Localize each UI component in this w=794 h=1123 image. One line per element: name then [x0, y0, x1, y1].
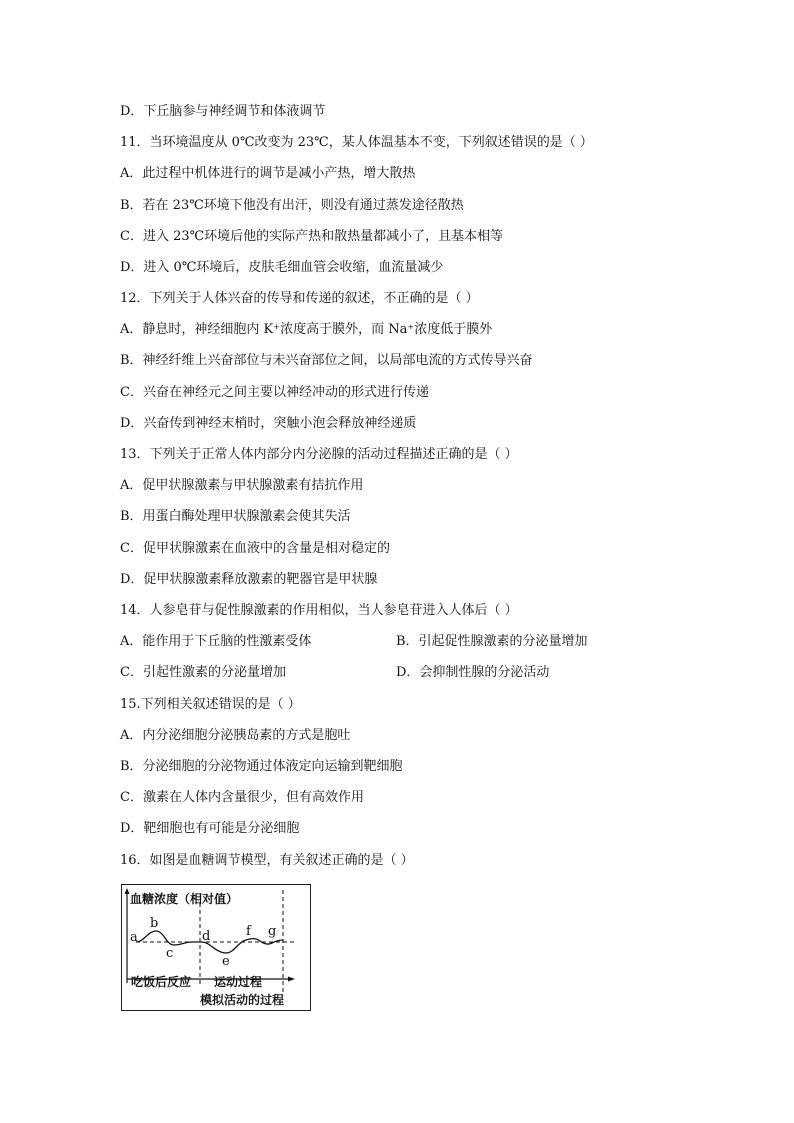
- q15-option-d: D．靶细胞也有可能是分泌细胞: [120, 821, 300, 836]
- blood-glucose-model-figure: [121, 884, 311, 1011]
- q12-option-b: B．神经纤维上兴奋部位与未兴奋部位之间，以局部电流的方式传导兴奋: [120, 353, 533, 368]
- q14-option-d: D．会抑制性腺的分泌活动: [396, 665, 550, 680]
- point-f: f: [246, 924, 251, 939]
- q11-option-d: D．进入 0℃环境后，皮肤毛细血管会收缩，血流量减少: [120, 260, 444, 275]
- q11-option-b: B．若在 23℃环境下他没有出汗，则没有通过蒸发途径散热: [120, 198, 464, 213]
- q13-option-c: C．促甲状腺激素在血液中的含量是相对稳定的: [120, 541, 390, 556]
- q15-option-b: B．分泌细胞的分泌物通过体液定向运输到靶细胞: [120, 759, 403, 774]
- question-14: 14．人参皂苷与促性腺激素的作用相似，当人参皂苷进入人体后（ ）: [120, 603, 518, 618]
- q14-option-b: B．引起促性腺激素的分泌量增加: [396, 634, 588, 649]
- point-c: c: [166, 946, 174, 961]
- q11-option-a: A．此过程中机体进行的调节是减小产热，增大散热: [120, 166, 416, 181]
- q13-option-a: A．促甲状腺激素与甲状腺激素有拮抗作用: [120, 478, 364, 493]
- y-axis-label: 血糖浓度（相对值）: [130, 892, 239, 906]
- q15-option-c: C．激素在人体内含量很少，但有高效作用: [120, 790, 364, 805]
- question-13: 13．下列关于正常人体内部分内分泌腺的活动过程描述正确的是（ ）: [120, 447, 518, 462]
- point-e: e: [222, 954, 230, 969]
- figure-caption: 模拟活动的过程: [200, 993, 285, 1007]
- point-d: d: [202, 929, 211, 944]
- q15-option-a: A．内分泌细胞分泌胰岛素的方式是胞吐: [120, 728, 351, 743]
- blood-glucose-diagram: [122, 885, 310, 1010]
- q11-option-c: C．进入 23℃环境后他的实际产热和散热量都减小了，且基本相等: [120, 229, 504, 244]
- phase-label-meal: 吃饭后反应: [131, 975, 192, 989]
- question-15: 15.下列相关叙述错误的是（ ）: [120, 697, 301, 712]
- q14-options-row-2: [120, 664, 640, 682]
- q14-option-c: C．引起性激素的分泌量增加: [120, 665, 286, 680]
- y-axis-arrow: [125, 888, 130, 894]
- question-12: 12．下列关于人体兴奋的传导和传递的叙述，不正确的是（ ）: [120, 291, 479, 306]
- question-16: 16．如图是血糖调节模型，有关叙述正确的是（ ）: [120, 853, 414, 868]
- point-a: a: [130, 930, 138, 945]
- point-b: b: [150, 916, 159, 931]
- x-axis-arrow: [288, 977, 295, 982]
- q12-option-c: C．兴奋在神经元之间主要以神经冲动的形式进行传递: [120, 385, 429, 400]
- q12-option-a: A．静息时，神经细胞内 K⁺浓度高于膜外，而 Na⁺浓度低于膜外: [120, 322, 493, 337]
- question-11: 11．当环境温度从 0℃改变为 23℃，某人体温基本不变，下列叙述错误的是（ ）: [120, 135, 593, 150]
- phase-label-exercise: 运动过程: [214, 975, 263, 989]
- q14-option-a: A．能作用于下丘脑的性激素受体: [120, 634, 312, 649]
- q13-option-d: D．促甲状腺激素释放激素的靶器官是甲状腺: [120, 572, 378, 587]
- q13-option-b: B．用蛋白酶处理甲状腺激素会使其失活: [120, 509, 351, 524]
- q10-option-d: D．下丘脑参与神经调节和体液调节: [120, 104, 326, 119]
- q12-option-d: D．兴奋传到神经末梢时，突触小泡会释放神经递质: [120, 416, 417, 431]
- point-g: g: [268, 924, 277, 939]
- q14-options-row-1: [120, 633, 640, 651]
